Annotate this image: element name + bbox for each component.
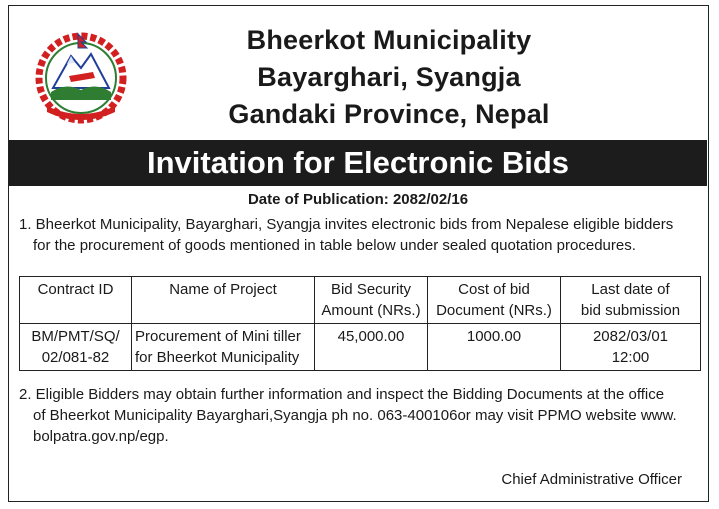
nepal-emblem-icon — [31, 26, 131, 126]
notice-title: Invitation for Electronic Bids — [9, 140, 707, 186]
header-bid-security: Bid Security Amount (NRs.) — [315, 277, 428, 324]
org-heading — [139, 22, 639, 133]
cell-last-date: 2082/03/01 12:00 — [561, 324, 701, 371]
bid-notice — [8, 5, 709, 502]
cell-bid-security: 45,000.00 — [315, 324, 428, 371]
paragraph-2 — [19, 384, 709, 447]
org-location: Bayarghari, Syangja — [257, 62, 521, 92]
org-name: Bheerkot Municipality — [246, 25, 532, 55]
paragraph-1-line: for the procurement of goods mentioned in table below under sealed quotation procedures. — [33, 237, 636, 254]
publication-date: Date of Publication: 2082/02/16 — [247, 191, 469, 208]
table-header-row — [20, 277, 701, 324]
paragraph-2-line: 2. Eligible Bidders may obtain further information and inspect the Bidding Documents at the office — [19, 386, 665, 403]
cell-bid-cost: 1000.00 — [428, 324, 561, 371]
org-province: Gandaki Province, Nepal — [228, 99, 550, 129]
table-row — [20, 324, 701, 371]
bid-table — [19, 276, 701, 371]
cell-project-name: Procurement of Mini tiller for Bheerkot Municipality — [132, 324, 315, 371]
cell-contract-id: BM/PMT/SQ/ 02/081-82 — [20, 324, 132, 371]
header-project-name: Name of Project — [132, 277, 315, 324]
paragraph-2-line: of Bheerkot Municipality Bayarghari,Syangja ph no. 063-400106or may visit PPMO website www. — [33, 407, 677, 424]
header-last-date: Last date of bid submission — [561, 277, 701, 324]
paragraph-2-line: bolpatra.gov.np/egp. — [33, 428, 169, 445]
paragraph-1-line: 1. Bheerkot Municipality, Bayarghari, Syangja invites electronic bids from Nepalese eligible bidders — [19, 216, 674, 233]
header-contract-id: Contract ID — [20, 277, 132, 324]
paragraph-1 — [19, 214, 709, 256]
signatory-title: Chief Administrative Officer — [501, 471, 682, 488]
header-bid-cost: Cost of bid Document (NRs.) — [428, 277, 561, 324]
